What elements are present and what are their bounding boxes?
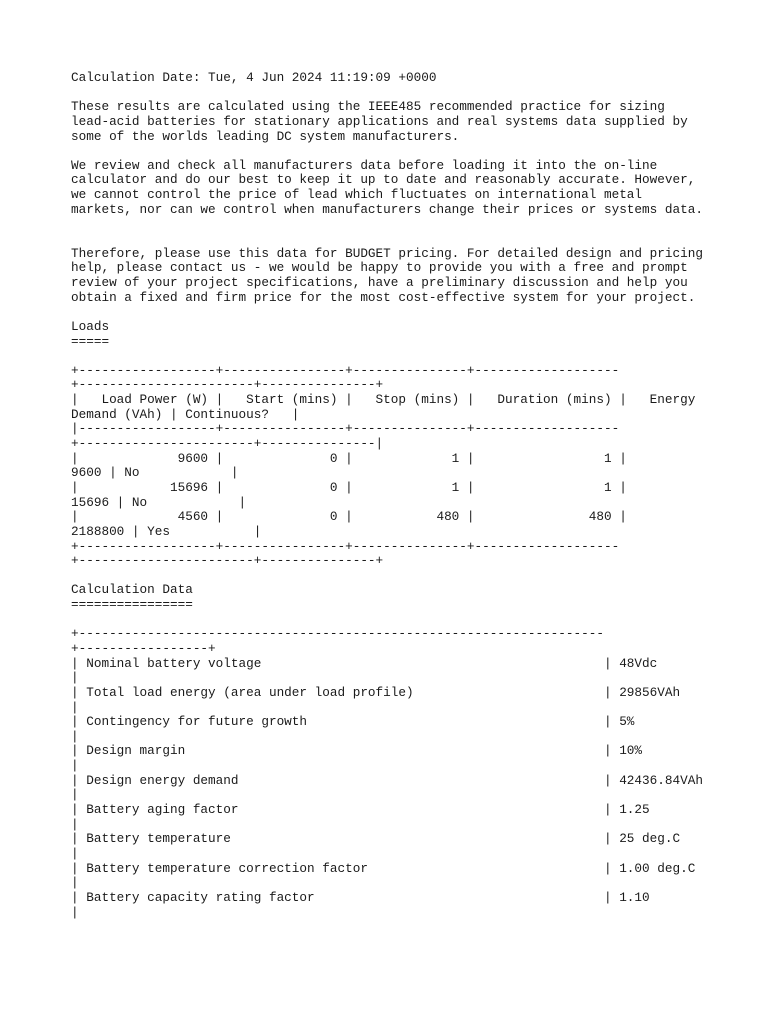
loads-table-row: 9600 | No | xyxy=(71,465,239,481)
calc-table-row: | Battery temperature | 25 deg.C xyxy=(71,831,681,847)
loads-table-separator: |------------------+----------------+---------------+------------------- xyxy=(71,421,620,437)
calc-table-row: | xyxy=(71,728,79,744)
loads-table-row: | 15696 | 0 | 1 | 1 | xyxy=(71,479,627,495)
calc-table-row: | Design energy demand | 42436.84VAh xyxy=(71,772,703,788)
budget-line: help, please contact us - we would be happy to provide you with a free and prompt xyxy=(71,260,688,276)
intro-line: some of the worlds leading DC system manufacturers. xyxy=(71,128,460,144)
calc-table-row: | Battery aging factor | 1.25 xyxy=(71,802,650,818)
review-line: calculator and do our best to keep it up to date and reasonably accurate. However, xyxy=(71,172,696,188)
budget-line: Therefore, please use this data for BUDGET pricing. For detailed design and pricing xyxy=(71,245,703,261)
review-line: we cannot control the price of lead which fluctuates on international metal xyxy=(71,187,643,203)
loads-table-row: | 9600 | 0 | 1 | 1 | xyxy=(71,450,627,466)
loads-heading: Loads xyxy=(71,318,110,334)
calc-table-row: | Nominal battery voltage | 48Vdc xyxy=(71,655,658,671)
calc-table-row: | xyxy=(71,787,79,803)
loads-table-border: +-----------------------+---------------+ xyxy=(71,553,384,569)
calc-table-border: +-----------------+ xyxy=(71,640,216,656)
calc-table-row: | xyxy=(71,758,79,774)
loads-table-border: +-----------------------+---------------+ xyxy=(71,377,384,393)
calc-table-row: | xyxy=(71,670,79,686)
calc-table-row: | xyxy=(71,875,79,891)
intro-line: lead-acid batteries for stationary applications and real systems data supplied by xyxy=(71,113,688,129)
loads-table-row: | 4560 | 0 | 480 | 480 | xyxy=(71,509,627,525)
report-page xyxy=(71,71,761,920)
loads-heading-underline: ===== xyxy=(71,333,110,349)
loads-table-row: 2188800 | Yes | xyxy=(71,523,262,539)
calc-table-border: +--------------------------------------------------------------------- xyxy=(71,626,604,642)
calc-table-row: | xyxy=(71,845,79,861)
calc-heading: Calculation Data xyxy=(71,582,193,598)
calc-table-row: | xyxy=(71,699,79,715)
loads-table-border: +------------------+----------------+---------------+------------------- xyxy=(71,538,620,554)
loads-table-header: | Load Power (W) | Start (mins) | Stop (mins) | Duration (mins) | Energy xyxy=(71,392,696,408)
calc-heading-underline: ================ xyxy=(71,597,193,613)
budget-line: obtain a fixed and firm price for the most cost-effective system for your project. xyxy=(71,289,696,305)
calc-table-row: | xyxy=(71,904,79,920)
calculation-date: Calculation Date: Tue, 4 Jun 2024 11:19:09 +0000 xyxy=(71,70,437,85)
loads-table-border: +------------------+----------------+---------------+------------------- xyxy=(71,362,620,378)
calc-table-row: | Total load energy (area under load profile) | 29856VAh xyxy=(71,684,681,700)
loads-table-row: 15696 | No | xyxy=(71,494,247,510)
review-line: We review and check all manufacturers data before loading it into the on-line xyxy=(71,157,658,173)
loads-table-separator: +-----------------------+---------------| xyxy=(71,436,384,452)
intro-line: These results are calculated using the IEEE485 recommended practice for sizing xyxy=(71,99,665,115)
calc-table-row: | Design margin | 10% xyxy=(71,743,643,759)
calc-table-row: | xyxy=(71,816,79,832)
calc-table-row: | Contingency for future growth | 5% xyxy=(71,714,635,730)
budget-line: review of your project specifications, have a preliminary discussion and help you xyxy=(71,274,688,290)
calc-table-row: | Battery temperature correction factor | 1.00 deg.C xyxy=(71,860,696,876)
review-line: markets, nor can we control when manufacturers change their prices or systems data. xyxy=(71,201,703,217)
calc-table-row: | Battery capacity rating factor | 1.10 xyxy=(71,889,650,905)
loads-table-header: Demand (VAh) | Continuous? | xyxy=(71,406,300,422)
